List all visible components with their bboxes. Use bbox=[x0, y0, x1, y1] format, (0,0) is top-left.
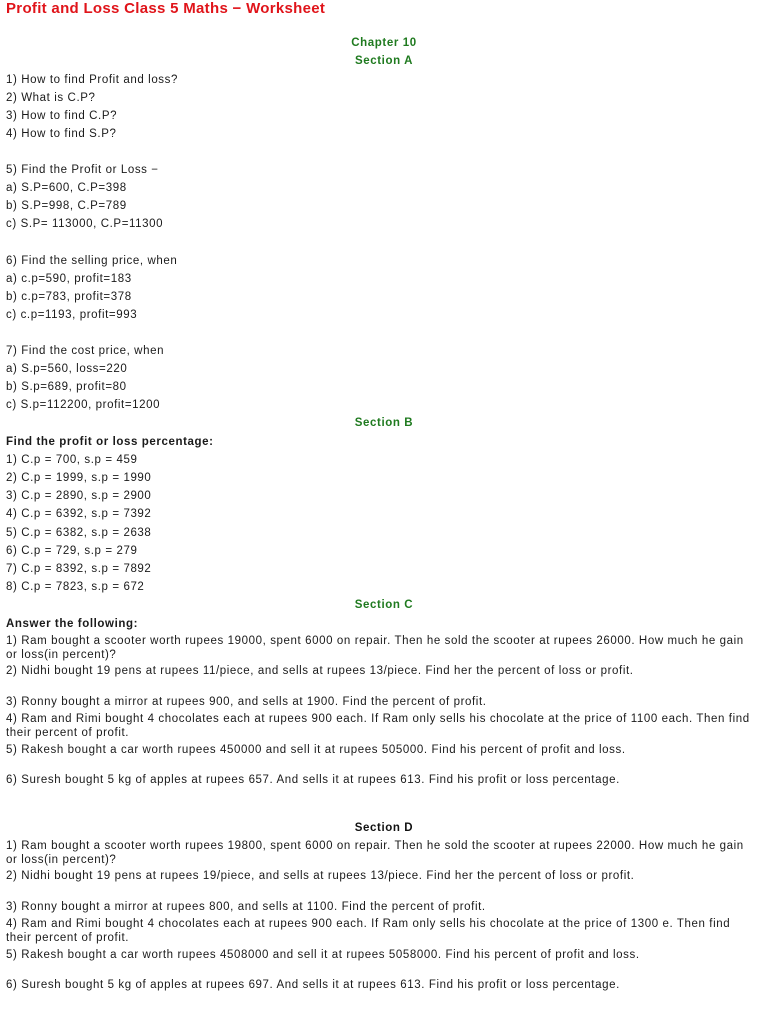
question-7-a: a) S.p=560, loss=220 bbox=[6, 363, 128, 375]
question-1: 1) How to find Profit and loss? bbox=[6, 74, 179, 86]
question-7-prompt: 7) Find the cost price, when bbox=[6, 345, 165, 357]
question-6-prompt: 6) Find the selling price, when bbox=[6, 255, 178, 267]
section-c-item: 4) Ram and Rimi bought 4 chocolates each at rupees 900 each. If Ram only sells his chocolate at the price of 1100 each. Then find their percent of profit. bbox=[6, 713, 750, 739]
question-4: 4) How to find S.P? bbox=[6, 128, 117, 140]
question-5-c: c) S.P= 113000, C.P=11300 bbox=[6, 218, 164, 230]
section-c-heading: Section C bbox=[354, 599, 414, 611]
section-b-heading: Section B bbox=[354, 417, 414, 429]
section-b-item: 6) C.p = 729, s.p = 279 bbox=[6, 545, 138, 557]
chapter-heading: Chapter 10 bbox=[351, 37, 417, 49]
section-b-item: 7) C.p = 8392, s.p = 7892 bbox=[6, 563, 152, 575]
section-c-item: 5) Rakesh bought a car worth rupees 450000 and sell it at rupees 505000. Find his percent of profit and loss. bbox=[6, 744, 626, 756]
question-3: 3) How to find C.P? bbox=[6, 110, 118, 122]
section-c-instruction: Answer the following: bbox=[6, 618, 139, 630]
page-title: Profit and Loss Class 5 Maths − Worksheet bbox=[6, 0, 326, 17]
question-6-c: c) c.p=1193, profit=993 bbox=[6, 309, 138, 321]
section-d-item: 4) Ram and Rimi bought 4 chocolates each at rupees 900 each. If Ram only sells his chocolate at the price of 1300 e. Then find their percent of profit. bbox=[6, 918, 731, 944]
section-d-item: 1) Ram bought a scooter worth rupees 19800, spent 6000 on repair. Then he sold the scooter at rupees 22000. How much he gain or loss(in percent)? bbox=[6, 840, 744, 866]
section-a-heading: Section A bbox=[354, 55, 413, 67]
question-2: 2) What is C.P? bbox=[6, 92, 96, 104]
question-6-b: b) c.p=783, profit=378 bbox=[6, 291, 132, 303]
section-c-item: 2) Nidhi bought 19 pens at rupees 11/piece, and sells at rupees 13/piece. Find her the percent of loss or profit. bbox=[6, 665, 634, 677]
question-7-b: b) S.p=689, profit=80 bbox=[6, 381, 127, 393]
question-5-prompt: 5) Find the Profit or Loss − bbox=[6, 164, 159, 176]
question-5-a: a) S.P=600, C.P=398 bbox=[6, 182, 127, 194]
section-b-item: 1) C.p = 700, s.p = 459 bbox=[6, 454, 138, 466]
section-d-heading: Section D bbox=[354, 822, 414, 834]
section-d-item: 2) Nidhi bought 19 pens at rupees 19/piece, and sells at rupees 13/piece. Find her the percent of loss or profit. bbox=[6, 870, 635, 882]
section-b-item: 8) C.p = 7823, s.p = 672 bbox=[6, 581, 145, 593]
section-d-item: 3) Ronny bought a mirror at rupees 800, and sells at 1100. Find the percent of profit. bbox=[6, 901, 486, 913]
section-c-item: 1) Ram bought a scooter worth rupees 19000, spent 6000 on repair. Then he sold the scooter at rupees 26000. How much he gain or loss(in percent)? bbox=[6, 635, 744, 661]
section-b-item: 3) C.p = 2890, s.p = 2900 bbox=[6, 490, 152, 502]
section-c-item: 3) Ronny bought a mirror at rupees 900, and sells at 1900. Find the percent of profit. bbox=[6, 696, 487, 708]
section-d-item: 5) Rakesh bought a car worth rupees 4508000 and sell it at rupees 5058000. Find his percent of profit and loss. bbox=[6, 949, 640, 961]
question-7-c: c) S.p=112200, profit=1200 bbox=[6, 399, 161, 411]
section-d-item: 6) Suresh bought 5 kg of apples at rupees 697. And sells it at rupees 613. Find his profit or loss percentage. bbox=[6, 979, 620, 991]
section-b-item: 5) C.p = 6382, s.p = 2638 bbox=[6, 527, 152, 539]
section-b-item: 2) C.p = 1999, s.p = 1990 bbox=[6, 472, 152, 484]
section-b-instruction: Find the profit or loss percentage: bbox=[6, 436, 214, 448]
question-6-a: a) c.p=590, profit=183 bbox=[6, 273, 132, 285]
section-c-item: 6) Suresh bought 5 kg of apples at rupees 657. And sells it at rupees 613. Find his profit or loss percentage. bbox=[6, 774, 620, 786]
question-5-b: b) S.P=998, C.P=789 bbox=[6, 200, 127, 212]
section-b-item: 4) C.p = 6392, s.p = 7392 bbox=[6, 508, 152, 520]
